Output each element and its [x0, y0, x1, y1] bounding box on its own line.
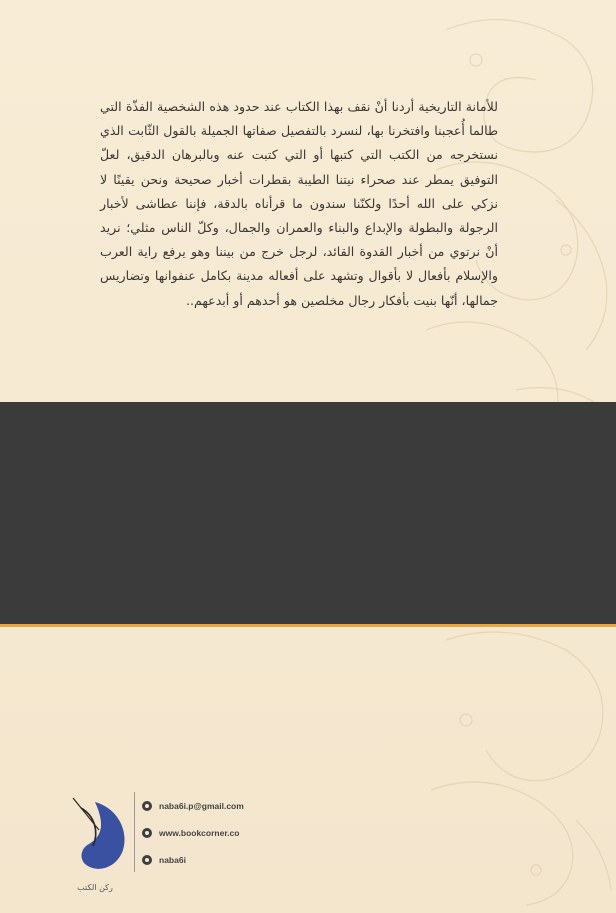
publisher-logo	[55, 790, 135, 900]
instagram-text: naba6i	[159, 854, 186, 865]
contact-website[interactable]	[142, 819, 244, 846]
contact-list	[142, 792, 244, 873]
blurb-text: للأمانة التاريخية أردنا أنْ نقف بهذا الكتاب عند حدود هذه الشخصية الفذّة التي طالما أُعجبنا وافتخرنا بها، لنسرد بالتفصيل صفاتها الجميلة بالقول الثّابت الذي نستخرجه من الكتب التي كتبها أو التي كتبت عنه وبالبرهان الدقيق، لعلّ التوفيق يمطر عند صحراء نيتنا الطيبة بقطرات أخبار صحيحة ونحن يقينًا لا نزكي على الله أحدًا ولكنّنا سندون ما قرأناه بالدقة، فإننا عطاشى لأخبار الرجولة والبطولة والإبداع والبناء والعمران والجمال، وكلّ الناس مثلي؛ نريد أنْ نرتوي من أخبار القدوة القائد، لرجل خرج من بيننا وهو يرفع راية العرب والإسلام بأفعال لا بأقوال وتشهد على أفعاله مدينة بكامل عنفوانها وتضاريس جمالها، أنّها بنيت بأفكار رجال مخلصين هو أحدهم أو أبدعهم..	[100, 99, 498, 308]
email-text: naba6i.p@gmail.com	[159, 800, 244, 811]
band-accent-line	[0, 624, 616, 627]
logo-caption: ركن الكتب	[77, 883, 113, 892]
email-icon	[142, 801, 152, 811]
website-text: www.bookcorner.co	[159, 827, 240, 838]
contact-email[interactable]	[142, 792, 244, 819]
contact-divider	[134, 792, 135, 872]
dark-band	[0, 402, 616, 624]
instagram-icon	[142, 855, 152, 865]
quill-logo-icon	[55, 790, 135, 880]
contact-instagram[interactable]	[142, 846, 244, 873]
globe-icon	[142, 828, 152, 838]
